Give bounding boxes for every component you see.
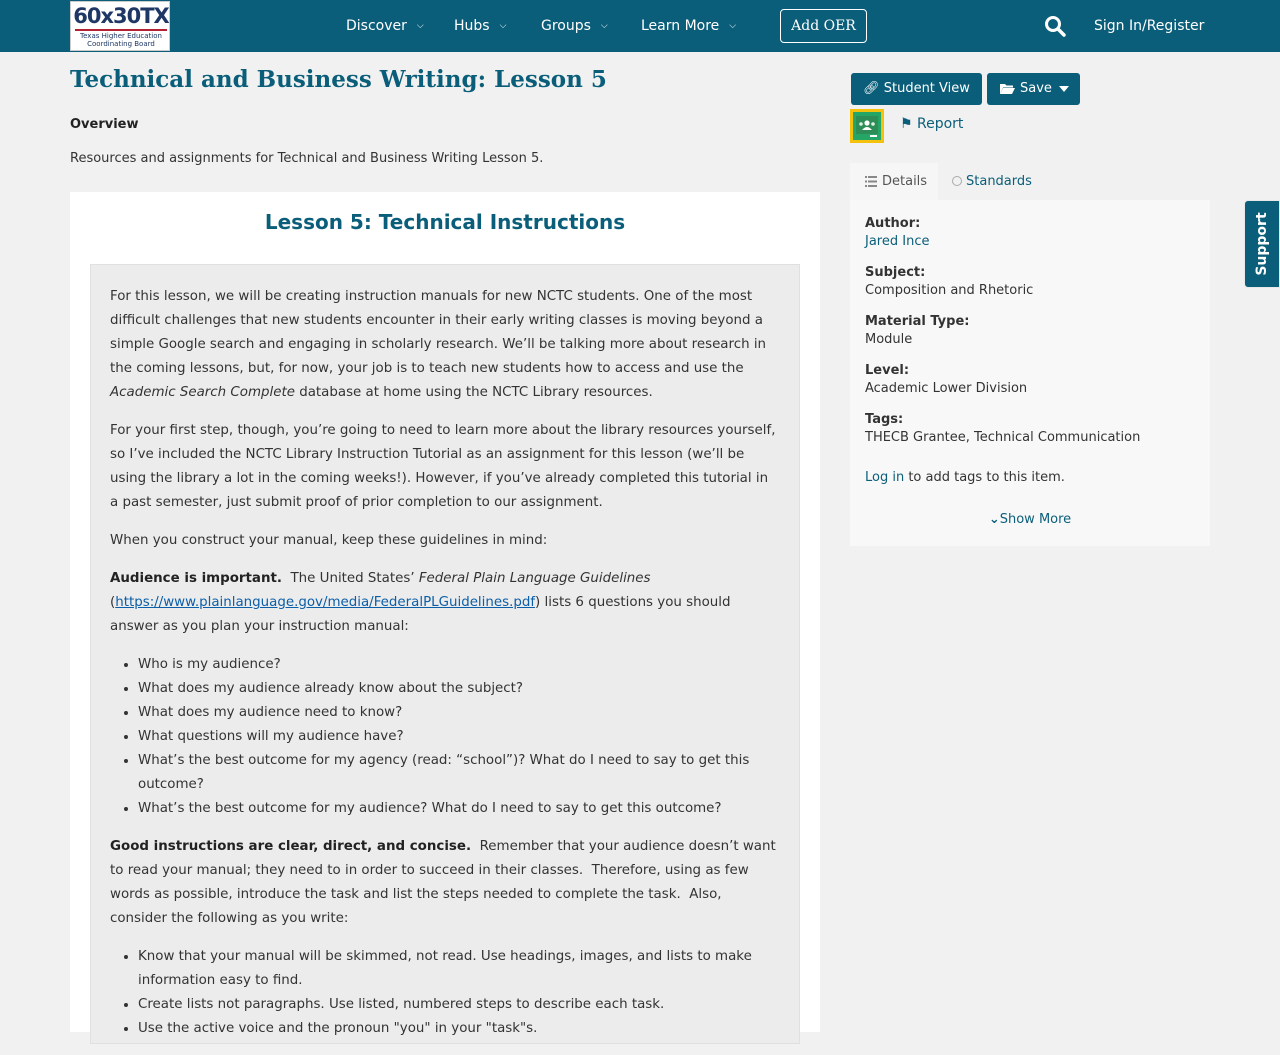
paragraph-4-text: The United States’ (281, 571, 419, 586)
paragraph-5 (110, 835, 780, 931)
paragraph-1-text-end: database at home using the NCTC Library resources. (294, 385, 653, 400)
nav-groups-label: Groups (541, 18, 591, 34)
save-label: Save (1020, 81, 1052, 96)
nav-discover[interactable] (346, 0, 424, 52)
top-navbar (0, 0, 1280, 52)
material-type-value: Module (865, 332, 913, 347)
search-icon[interactable] (1044, 15, 1066, 37)
page-title: Technical and Business Writing: Lesson 5 (70, 66, 607, 93)
material-type-label: Material Type: (865, 314, 970, 329)
tab-details-label: Details (882, 174, 928, 189)
list-item: • What questions will my audience have? (138, 725, 780, 749)
site-logo[interactable] (70, 1, 170, 51)
lesson-content (110, 285, 780, 1055)
list-item: • What does my audience already know about the subject? (138, 677, 780, 701)
chevron-down-icon: ⌵ (416, 21, 424, 31)
google-classroom-icon (853, 112, 881, 140)
list-item: • Use the active voice and the pronoun "you" in your "task"s. (138, 1017, 780, 1041)
author-label: Author: (865, 216, 921, 231)
nav-hubs[interactable] (454, 0, 506, 52)
tags-label: Tags: (865, 412, 904, 427)
list-item: • Who is my audience? (138, 653, 780, 677)
logo-text: 60x30TX (73, 4, 169, 28)
tab-standards-label: Standards (966, 174, 1032, 189)
nav-hubs-label: Hubs (454, 18, 490, 34)
paragraph-5-bold: Good instructions are clear, direct, and concise. (110, 839, 472, 854)
logo-subtext (71, 32, 171, 48)
lesson-content-box (90, 264, 800, 1044)
paragraph-4 (110, 567, 780, 639)
paragraph-4-paren: ( (110, 595, 116, 610)
plain-language-guidelines-link[interactable]: https://www.plainlanguage.gov/media/FederalPLGuidelines.pdf (115, 595, 536, 610)
details-panel (850, 200, 1210, 546)
paragraph-2: For your first step, though, you’re going to need to learn more about the library resources yourself, so I’ve included the NCTC Library Instruction Tutorial as an assignment for this lesson (we’ll be using the library a lot in the coming weeks!). However, if you’ve already completed this tutorial in a past semester, just submit proof of prior completion to our assignment. (110, 423, 776, 510)
chevron-down-icon: ⌵ (729, 21, 737, 31)
list-item: • What does my audience need to know? (138, 701, 780, 725)
support-label: Support (1254, 212, 1270, 276)
logo-subtext-line2: Coordinating Board (87, 40, 155, 48)
overview-text: Resources and assignments for Technical and Business Writing Lesson 5. (70, 151, 544, 166)
link-icon: 🔗︎ (863, 81, 880, 96)
subject-value: Composition and Rhetoric (865, 283, 1034, 298)
circle-icon (952, 176, 962, 186)
author-value (865, 234, 929, 249)
save-button[interactable] (987, 73, 1080, 105)
writing-tips-list (138, 945, 780, 1041)
student-view-button[interactable] (851, 73, 982, 105)
paragraph-4-emphasis: Federal Plain Language Guidelines (418, 571, 651, 586)
chevron-down-icon: ⌵ (600, 21, 608, 31)
paragraph-1-emphasis: Academic Search Complete (110, 385, 295, 400)
list-item: • Create lists not paragraphs. Use listed, numbered steps to describe each task. (138, 993, 780, 1017)
report-label: Report (917, 116, 964, 132)
paragraph-5-text: Remember that your audience doesn’t want to read your manual; they need to in order to succeed in their classes. Therefore, using as few words as possible, introduce the task and list the steps needed to complete the task. Also, consider the following as you write: (110, 839, 780, 926)
login-to-tag-text: to add tags to this item. (904, 470, 1065, 485)
list-item: • What’s the best outcome for my audience? What do I need to say to get this outcome? (138, 797, 780, 821)
nav-learn-more-label: Learn More (641, 18, 720, 34)
chevron-down-icon: ⌄ (988, 512, 1000, 527)
report-link[interactable] (900, 116, 963, 132)
nav-discover-label: Discover (346, 18, 407, 34)
subject-label: Subject: (865, 265, 926, 280)
show-more-button[interactable] (850, 512, 1210, 527)
level-label: Level: (865, 363, 910, 378)
tags-value: THECB Grantee, Technical Communication (865, 430, 1141, 445)
login-link[interactable]: Log in (865, 470, 905, 485)
paragraph-4-bold: Audience is important. (110, 571, 282, 586)
add-oer-button[interactable]: Add OER (780, 9, 867, 43)
audience-questions-list (138, 653, 780, 821)
list-item: • What’s the best outcome for my agency (read: “school”)? What do I need to say to get this outcome? (138, 749, 780, 797)
folder-open-icon (999, 82, 1015, 95)
paragraph-1-text: For this lesson, we will be creating instruction manuals for new NCTC students. One of the most difficult challenges that new students encounter in their early writing classes is moving beyond a simple Google search and engaging in scholarly research. We’ll be talking more about research in the coming lessons, but, for now, your job is to teach new students how to access and use the (110, 289, 767, 376)
login-to-tag (865, 470, 1065, 485)
list-item: • Know that your manual will be skimmed, not read. Use headings, images, and lists to make information easy to find. (138, 945, 780, 993)
logo-subtext-line1: Texas Higher Education (80, 32, 162, 40)
nav-groups[interactable] (541, 0, 608, 52)
sign-in-register-link[interactable]: Sign In/Register (1094, 18, 1205, 34)
paragraph-3: When you construct your manual, keep these guidelines in mind: (110, 533, 548, 548)
flag-icon: ⚑ (900, 116, 913, 132)
author-link[interactable]: Jared Ince (865, 234, 930, 249)
caret-down-icon (1059, 86, 1069, 92)
chevron-down-icon: ⌵ (499, 21, 507, 31)
lesson-card (70, 192, 820, 1036)
logo-stripe (75, 29, 167, 31)
paragraph-1 (110, 285, 780, 405)
list-icon (865, 176, 877, 187)
overview-heading: Overview (70, 117, 139, 132)
lesson-title: Lesson 5: Technical Instructions (264, 210, 626, 234)
google-classroom-share-button[interactable] (850, 109, 884, 143)
student-view-label: Student View (883, 81, 970, 96)
paragraph-4-text-end: ) lists 6 questions you should answer as you plan your instruction manual: (110, 595, 731, 634)
level-value: Academic Lower Division (865, 381, 1028, 396)
tab-details[interactable] (850, 163, 938, 200)
show-more-label: Show More (999, 512, 1072, 527)
tab-standards[interactable] (952, 163, 1032, 200)
support-tab[interactable] (1244, 200, 1280, 288)
nav-learn-more[interactable] (641, 0, 736, 52)
